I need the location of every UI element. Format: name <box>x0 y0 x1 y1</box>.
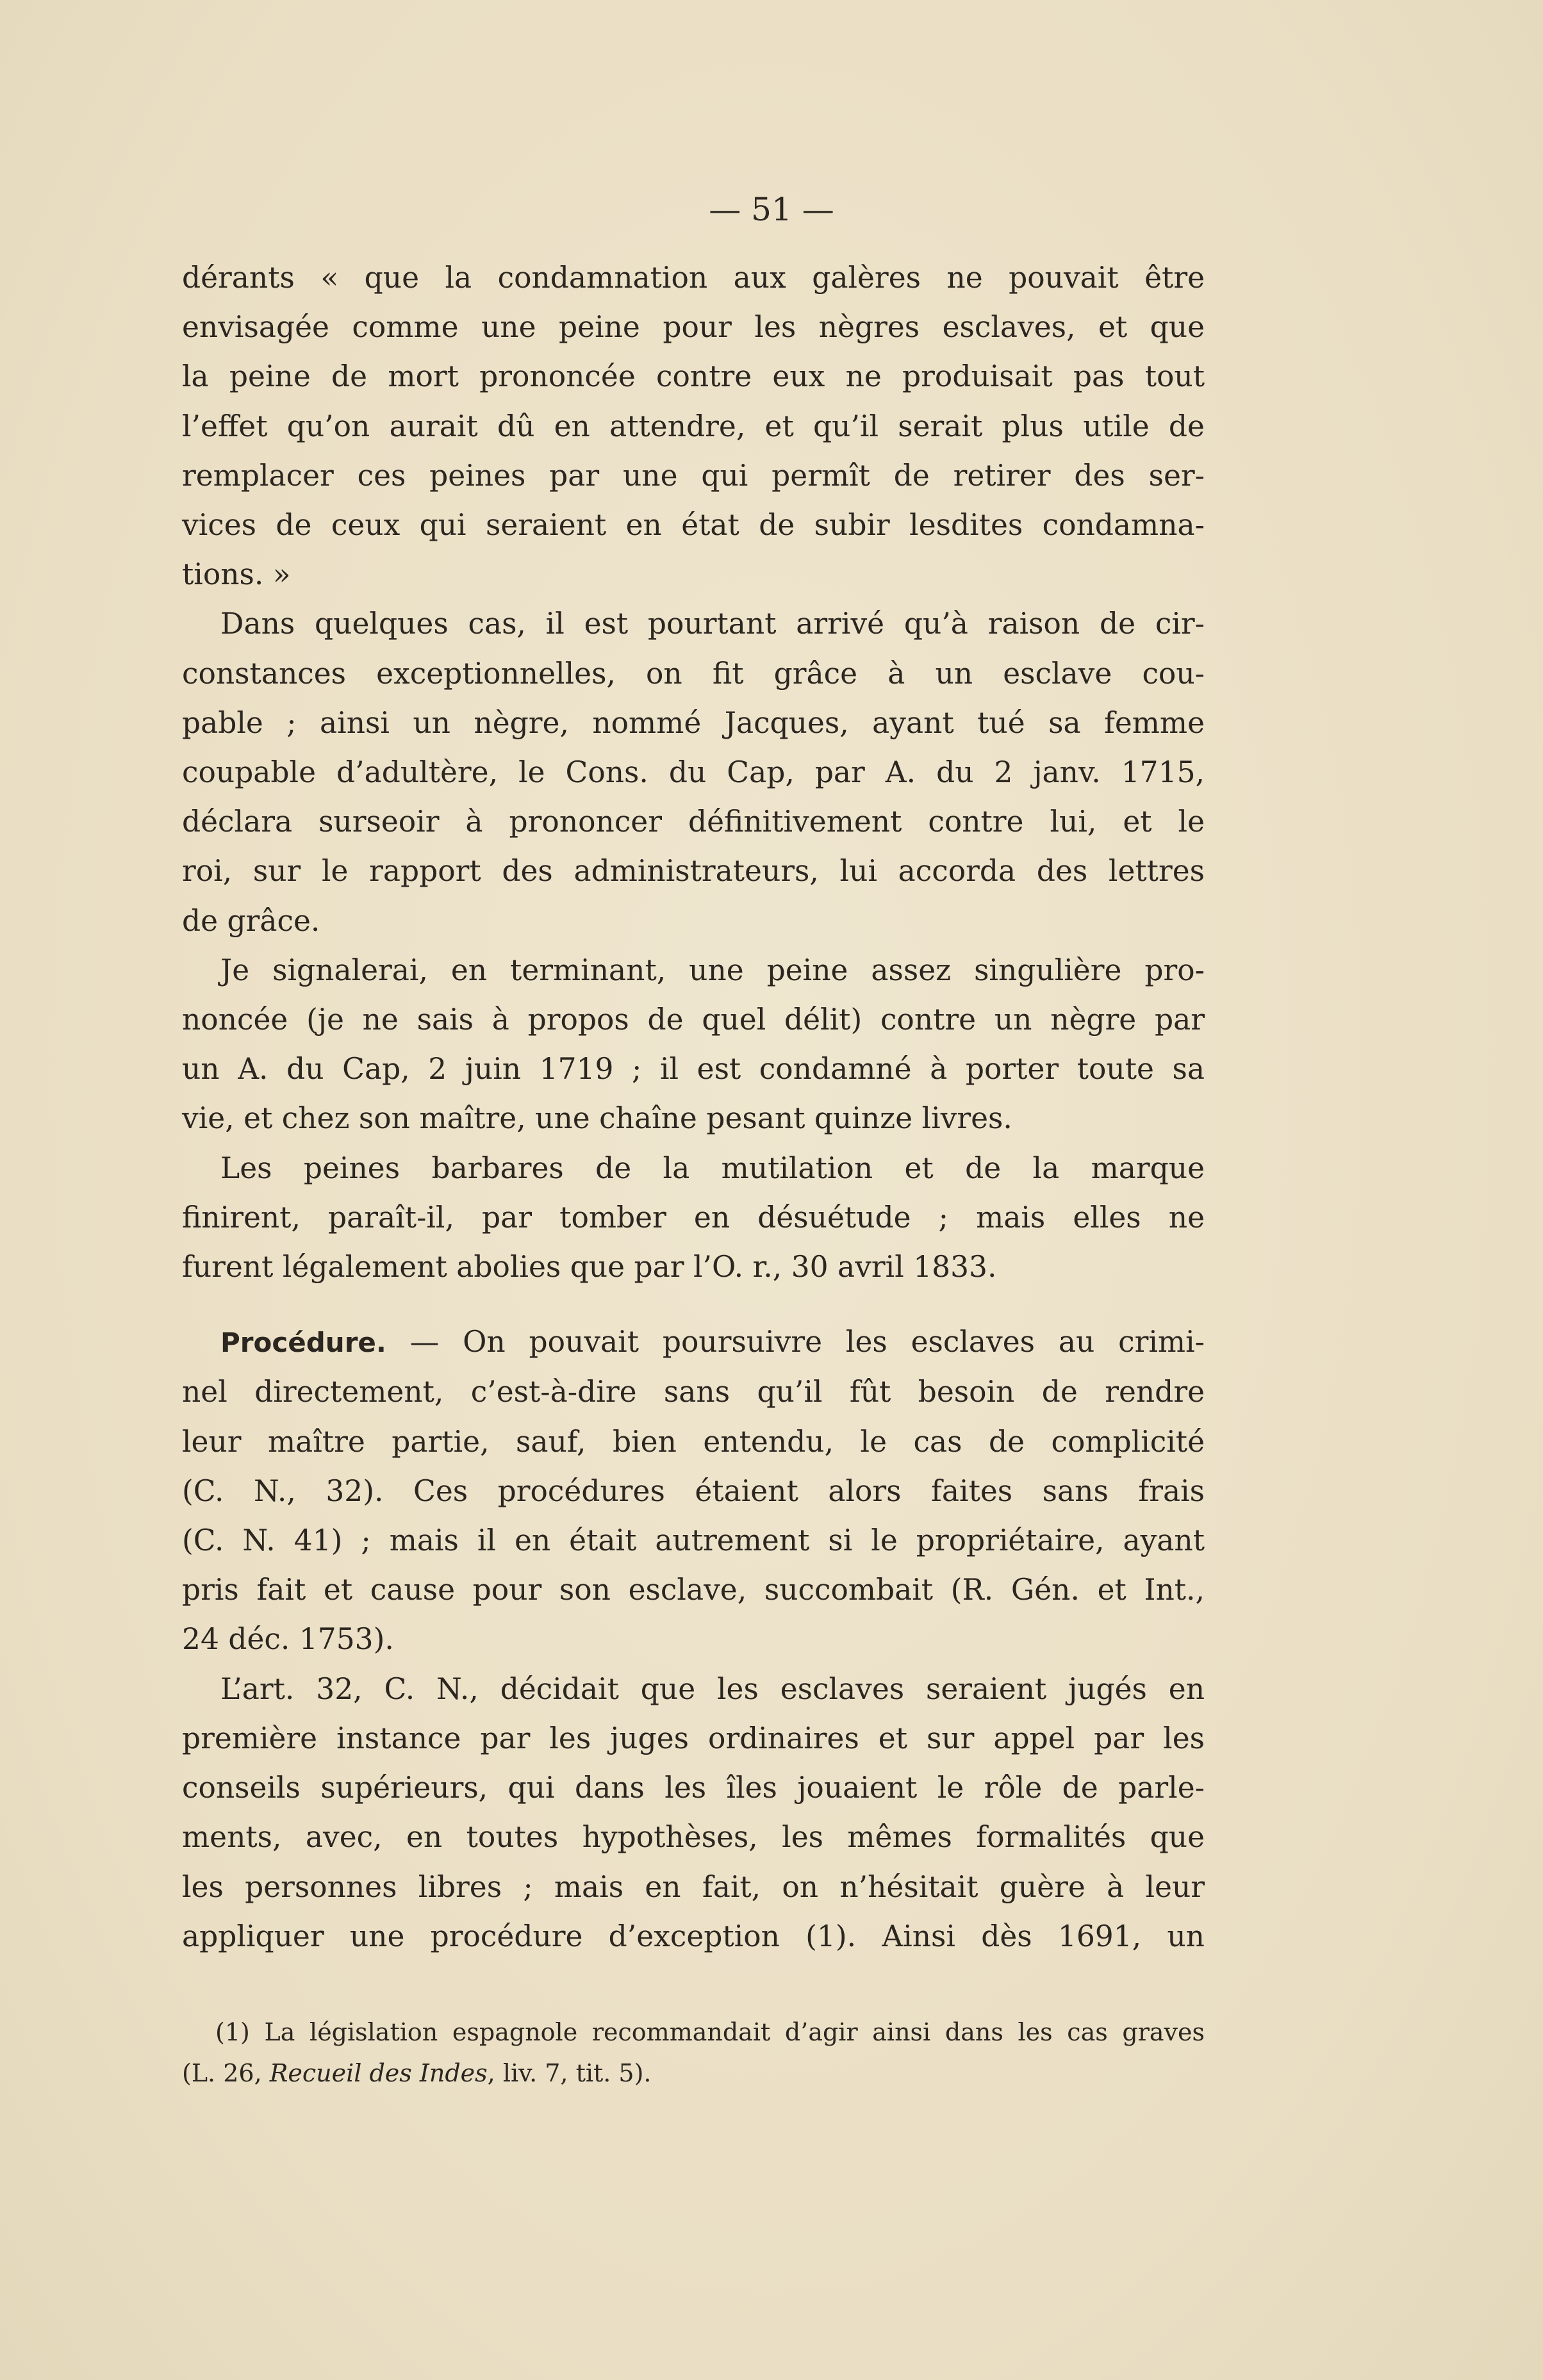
paragraph-4 <box>182 1144 1205 1292</box>
text-line: (C. N. 41) ; mais il en était autrement si le propriétaire, ayant <box>182 1523 1205 1558</box>
text-line: finirent, paraît-il, par tomber en désuétude ; mais elles ne <box>182 1200 1205 1235</box>
section-heading: Procédure. <box>220 1327 386 1359</box>
footnote-title: Recueil des Indes <box>269 2059 488 2087</box>
text-line: noncée (je ne sais à propos de quel délit) contre un nègre par <box>182 1003 1205 1037</box>
text-line: première instance par les juges ordinaires et sur appel par les <box>182 1721 1205 1755</box>
text-line: un A. du Cap, 2 juin 1719 ; il est condamné à porter toute sa <box>182 1052 1205 1087</box>
text-line: furent légalement abolies que par l’O. r., 30 avril 1833. <box>182 1250 997 1284</box>
text-line: tions. » <box>182 557 291 592</box>
text-line: L’art. 32, C. N., décidait que les esclaves seraient jugés en <box>220 1671 1205 1706</box>
text-line: déclara surseoir à prononcer définitivement contre lui, et le <box>182 805 1205 839</box>
paragraph-2 <box>182 599 1205 945</box>
paragraph-3 <box>182 946 1205 1144</box>
text-line: nel directement, c’est-à-dire sans qu’il fût besoin de rendre <box>182 1375 1205 1409</box>
text-line: Les peines barbares de la mutilation et de la marque <box>220 1151 1205 1185</box>
text-line <box>182 1317 1205 1367</box>
footnote-text: , liv. 7, tit. 5). <box>487 2059 652 2087</box>
page-number: — 51 — <box>709 191 834 228</box>
paragraph-1 <box>182 253 1205 599</box>
footnote-line <box>182 2053 1205 2094</box>
text-line: de grâce. <box>182 903 320 938</box>
text-line: conseils supérieurs, qui dans les îles jouaient le rôle de parle- <box>182 1771 1205 1805</box>
section-procedure <box>182 1317 1205 1664</box>
text-line: 24 déc. 1753). <box>182 1622 394 1657</box>
body-text <box>182 253 1205 1961</box>
text-line: coupable d’adultère, le Cons. du Cap, par A. du 2 janv. 1715, <box>182 755 1205 790</box>
text-line: remplacer ces peines par une qui permît de retirer des ser- <box>182 458 1205 493</box>
text-line: envisagée comme une peine pour les nègres esclaves, et que <box>182 310 1205 345</box>
text-line: roi, sur le rapport des administrateurs, lui accorda des lettres <box>182 854 1205 889</box>
section-gap <box>182 1292 1205 1317</box>
paragraph-5 <box>182 1664 1205 1961</box>
text-line: pris fait et cause pour son esclave, succombait (R. Gén. et Int., <box>182 1573 1205 1607</box>
text-line: constances exceptionnelles, on fit grâce à un esclave cou- <box>182 656 1205 691</box>
text-line: Je signalerai, en terminant, une peine assez singulière pro- <box>220 953 1205 987</box>
text-line: dérants « que la condamnation aux galères ne pouvait être <box>182 261 1205 295</box>
text-line: vie, et chez son maître, une chaîne pesant quinze livres. <box>182 1101 1012 1136</box>
text-line: la peine de mort prononcée contre eux ne produisait pas tout <box>182 359 1205 394</box>
footnote-text: (L. 26, <box>182 2059 270 2087</box>
text-line: les personnes libres ; mais en fait, on n’hésitait guère à leur <box>182 1869 1205 1904</box>
footnote <box>182 2012 1205 2094</box>
text-line: (C. N., 32). Ces procédures étaient alors faites sans frais <box>182 1473 1205 1508</box>
text-line: leur maître partie, sauf, bien entendu, le cas de complicité <box>182 1424 1205 1459</box>
text-line: ments, avec, en toutes hypothèses, les mêmes formalités que <box>182 1820 1205 1855</box>
text-line: Dans quelques cas, il est pourtant arrivé qu’à raison de cir- <box>220 607 1205 641</box>
text-line: pable ; ainsi un nègre, nommé Jacques, ayant tué sa femme <box>182 705 1205 740</box>
text-line: l’effet qu’on aurait dû en attendre, et qu’il serait plus utile de <box>182 409 1205 443</box>
footnote-line: (1) La législation espagnole recommandait d’agir ainsi dans les cas graves <box>215 2018 1205 2046</box>
section-heading-rest: — On pouvait poursuivre les esclaves au crimi- <box>409 1325 1205 1359</box>
text-line: appliquer une procédure d’exception (1). Ainsi dès 1691, un <box>182 1919 1205 1953</box>
text-line: vices de ceux qui seraient en état de subir lesdites condamna- <box>182 508 1205 543</box>
